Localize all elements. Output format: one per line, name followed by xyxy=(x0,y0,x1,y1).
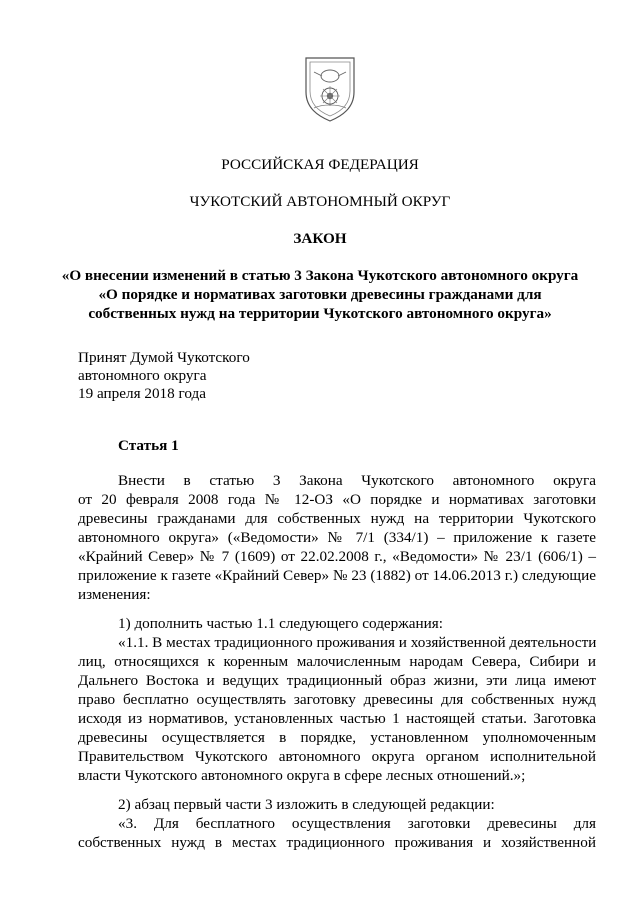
paragraph-line: лиц, относящихся к коренным малочисленным народам Севера, Сибири и xyxy=(78,653,596,670)
law-title-line: «О внесении изменений в статью 3 Закона Чукотского автономного округа xyxy=(61,267,579,284)
item-heading: 1) дополнить частью 1.1 следующего содержания: xyxy=(118,615,443,632)
law-title-line: собственных нужд на территории Чукотского автономного округа» xyxy=(88,305,552,322)
paragraph-line: «Крайний Север» № 7 (1609) от 22.02.2008 г., «Ведомости» № 23/1 (606/1) – xyxy=(78,548,596,565)
paragraph-line: «1.1. В местах традиционного проживания и хозяйственной деятельности xyxy=(118,634,597,651)
paragraph-line: «3. Для бесплатного осуществления заготовки древесины для xyxy=(118,815,596,832)
paragraph-line: древесины гражданами для собственных нужд на территории Чукотского xyxy=(78,510,596,527)
article-heading: Статья 1 xyxy=(118,437,179,454)
paragraph-line: собственных нужд в местах традиционного проживания и хозяйственной xyxy=(78,834,596,851)
paragraph-line: автономного округа» («Ведомости» № 7/1 (334/1) – приложение к газете xyxy=(78,529,596,546)
paragraph-line: от 20 февраля 2008 года № 12-ОЗ «О порядке и нормативах заготовки xyxy=(78,491,596,508)
paragraph-line: Правительством Чукотского автономного округа органом исполнительной xyxy=(78,748,596,765)
paragraph-line: право бесплатно осуществлять заготовку древесины для собственных нужд xyxy=(78,691,596,708)
paragraph-line: приложение к газете «Крайний Север» № 23 (1882) от 14.06.2013 г.) следующие xyxy=(78,567,596,584)
region-heading: ЧУКОТСКИЙ АВТОНОМНЫЙ ОКРУГ xyxy=(189,193,451,210)
adopted-date: 19 апреля 2018 года xyxy=(78,385,206,402)
law-title-line: «О порядке и нормативах заготовки древесины гражданами для xyxy=(98,286,542,303)
item-heading: 2) абзац первый части 3 изложить в следующей редакции: xyxy=(118,796,495,813)
adopted-line: Принят Думой Чукотского xyxy=(78,349,250,366)
doc-type-heading: ЗАКОН xyxy=(293,230,347,247)
paragraph-line: Дальнего Востока и ведущих традиционный образ жизни, эти лица имеют xyxy=(78,672,596,689)
paragraph-line: изменения: xyxy=(78,586,151,603)
paragraph-line: власти Чукотского автономного округа в сфере лесных отношений.»; xyxy=(78,767,526,784)
paragraph-line: Внести в статью 3 Закона Чукотского автономного округа xyxy=(118,472,596,489)
adopted-line: автономного округа xyxy=(78,367,207,384)
coat-of-arms-emblem xyxy=(300,54,360,124)
paragraph-line: древесины осуществляется в порядке, установленном уполномоченным xyxy=(78,729,596,746)
country-heading: РОССИЙСКАЯ ФЕДЕРАЦИЯ xyxy=(221,156,419,173)
paragraph-line: исходя из нормативов, установленных частью 1 настоящей статьи. Заготовка xyxy=(78,710,596,727)
